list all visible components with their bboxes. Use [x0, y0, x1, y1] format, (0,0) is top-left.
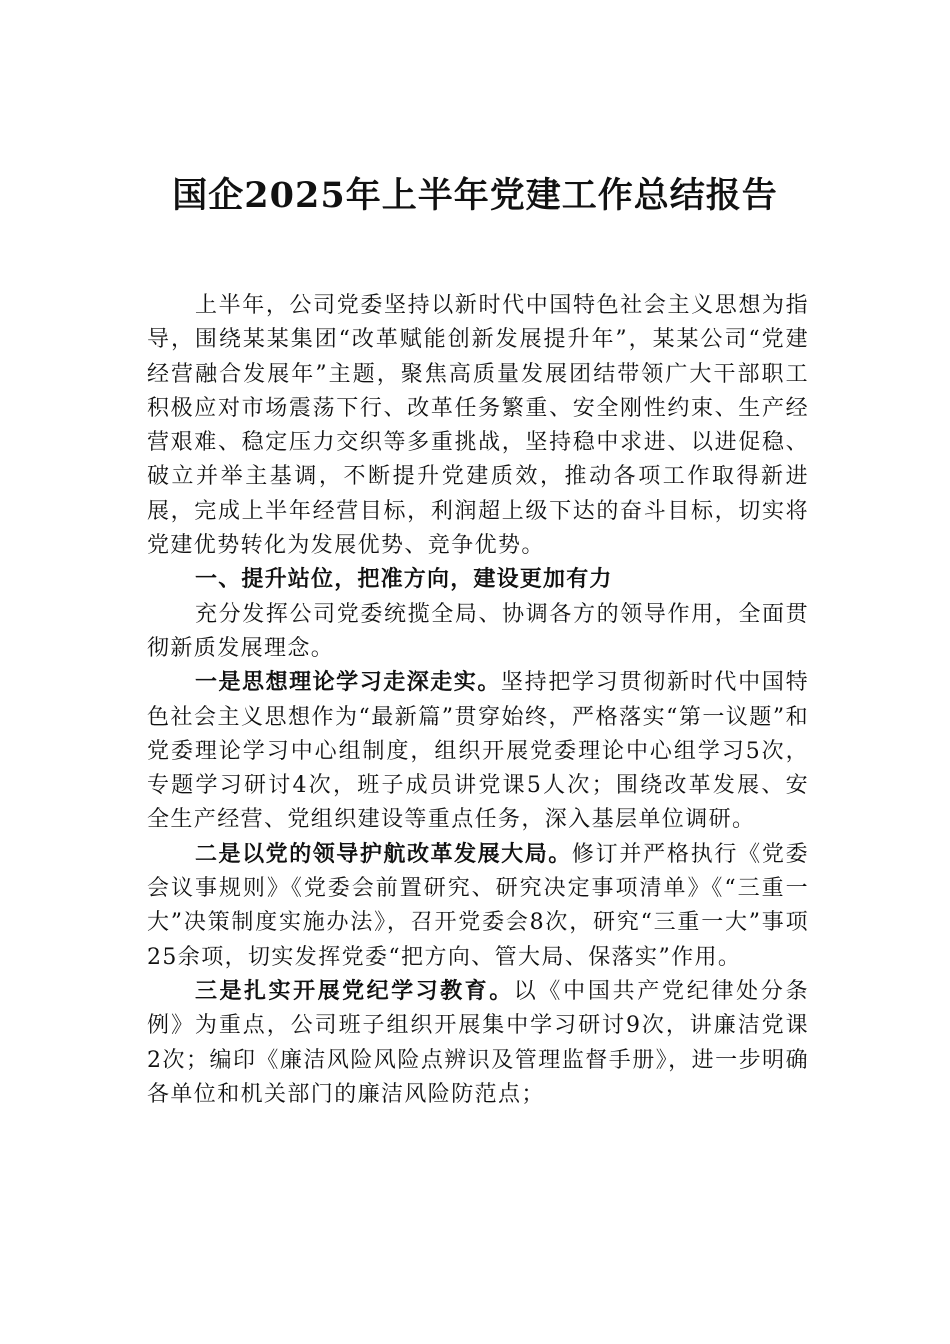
section-item-2 [147, 838, 809, 975]
section-item-1-text: 坚持把学习贯彻新时代中国特色社会主义思想作为“最新篇”贯穿始终，严格落实“第一议题”和党委理论学习中心组制度，组织开展党委理论中心组学习5次，专题学习研讨4次，班子成员讲党课5人次；围绕改革发展、安全生产经营、党组织建设等重点任务，深入基层单位调研。 [147, 670, 809, 833]
section-item-3 [147, 975, 809, 1112]
document-body [147, 289, 809, 1112]
section-heading: 一、提升站位，把准方向，建设更加有力 [195, 567, 613, 593]
section-item-3-lead: 三是扎实开展党纪学习教育。 [195, 978, 514, 1004]
section-item-1 [147, 666, 809, 837]
section-item-2-text: 修订并严格执行《党委会议事规则》《党委会前置研究、研究决定事项清单》《“三重一大”决策制度实施办法》，召开党委会8次，研究“三重一大”事项25余项，切实发挥党委“把方向、管大局、保落实”作用。 [147, 841, 809, 970]
section-summary: 充分发挥公司党委统揽全局、协调各方的领导作用，全面贯彻新质发展理念。 [147, 601, 809, 661]
section-item-1-lead: 一是思想理论学习走深走实。 [195, 670, 501, 696]
intro-paragraph: 上半年，公司党委坚持以新时代中国特色社会主义思想为指导，围绕某某集团“改革赋能创新发展提升年”，某某公司“党建经营融合发展年”主题，聚焦高质量发展团结带领广大干部职工积极应对市场震荡下行、改革任务繁重、安全刚性约束、生产经营艰难、稳定压力交织等多重挑战，坚持稳中求进、以进促稳、破立并举主基调，不断提升党建质效，推动各项工作取得新进展，完成上半年经营目标，利润超上级下达的奋斗目标，切实将党建优势转化为发展优势、竞争优势。 [147, 293, 809, 559]
document-title: 国企2025年上半年党建工作总结报告 [172, 175, 778, 216]
section-item-3-text: 以《中国共产党纪律处分条例》为重点，公司班子组织开展集中学习研讨9次，讲廉洁党课2次；编印《廉洁风险风险点辨识及管理监督手册》，进一步明确各单位和机关部门的廉洁风险防范点； [147, 978, 809, 1107]
section-item-2-lead: 二是以党的领导护航改革发展大局。 [195, 841, 572, 867]
